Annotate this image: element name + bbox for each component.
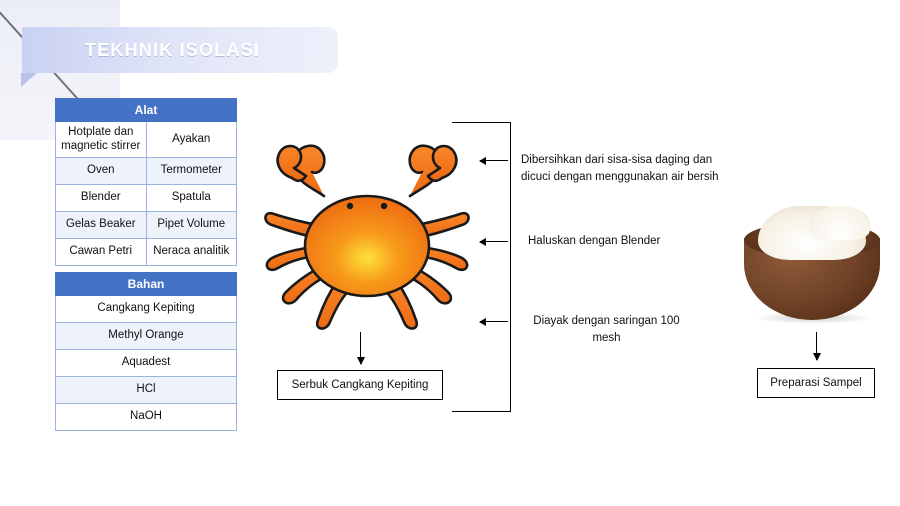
powder-mound	[758, 206, 866, 260]
step-note-3: Diayak dengan saringan 100 mesh	[533, 315, 680, 344]
cell-alat-1-0: Oven	[56, 158, 147, 185]
step-note-1: Dibersihkan dari sisa-sisa daging dan dicuci dengan menggunakan air bersih	[521, 154, 719, 183]
table-row	[56, 122, 237, 158]
cell-bahan-4: NaOH	[56, 404, 237, 431]
chitosan-powder-photo	[728, 200, 896, 328]
step-arrow-1	[480, 160, 508, 161]
cell-bahan-1: Methyl Orange	[56, 323, 237, 350]
cell-bahan-0: Cangkang Kepiting	[56, 296, 237, 323]
bowl-to-preparasi-arrow	[816, 332, 817, 360]
table-row	[56, 350, 237, 377]
table-bahan-header: Bahan	[56, 273, 237, 296]
preparasi-box: Preparasi Sampel	[757, 368, 875, 398]
table-row	[56, 158, 237, 185]
powder-peak	[810, 206, 870, 240]
cell-alat-3-0: Gelas Beaker	[56, 212, 147, 239]
step-note-2: Haluskan dengan Blender	[528, 235, 661, 247]
table-row	[56, 212, 237, 239]
cell-bahan-2: Aquadest	[56, 350, 237, 377]
crab-to-serbuk-arrow	[360, 332, 361, 364]
table-alat	[55, 98, 237, 266]
step-arrow-3	[480, 321, 508, 322]
table-row	[56, 377, 237, 404]
table-row	[56, 296, 237, 323]
serbuk-box: Serbuk Cangkang Kepiting	[277, 370, 443, 400]
page-title: TEKHNIK ISOLASI	[85, 40, 261, 60]
cell-alat-4-1: Neraca analitik	[146, 239, 237, 266]
cell-alat-0-1: Ayakan	[146, 122, 237, 158]
cell-alat-3-1: Pipet Volume	[146, 212, 237, 239]
cell-alat-0-0: Hotplate dan magnetic stirrer	[56, 122, 147, 158]
table-row	[56, 185, 237, 212]
cell-alat-1-1: Termometer	[146, 158, 237, 185]
table-row	[56, 323, 237, 350]
process-bracket	[452, 122, 511, 412]
crab-illustration	[252, 118, 482, 340]
step-arrow-2	[480, 241, 508, 242]
cell-alat-2-0: Blender	[56, 185, 147, 212]
cell-bahan-3: HCl	[56, 377, 237, 404]
cell-alat-2-1: Spatula	[146, 185, 237, 212]
cell-alat-4-0: Cawan Petri	[56, 239, 147, 266]
table-alat-header: Alat	[56, 99, 237, 122]
table-row	[56, 239, 237, 266]
table-row	[56, 404, 237, 431]
table-bahan	[55, 272, 237, 431]
